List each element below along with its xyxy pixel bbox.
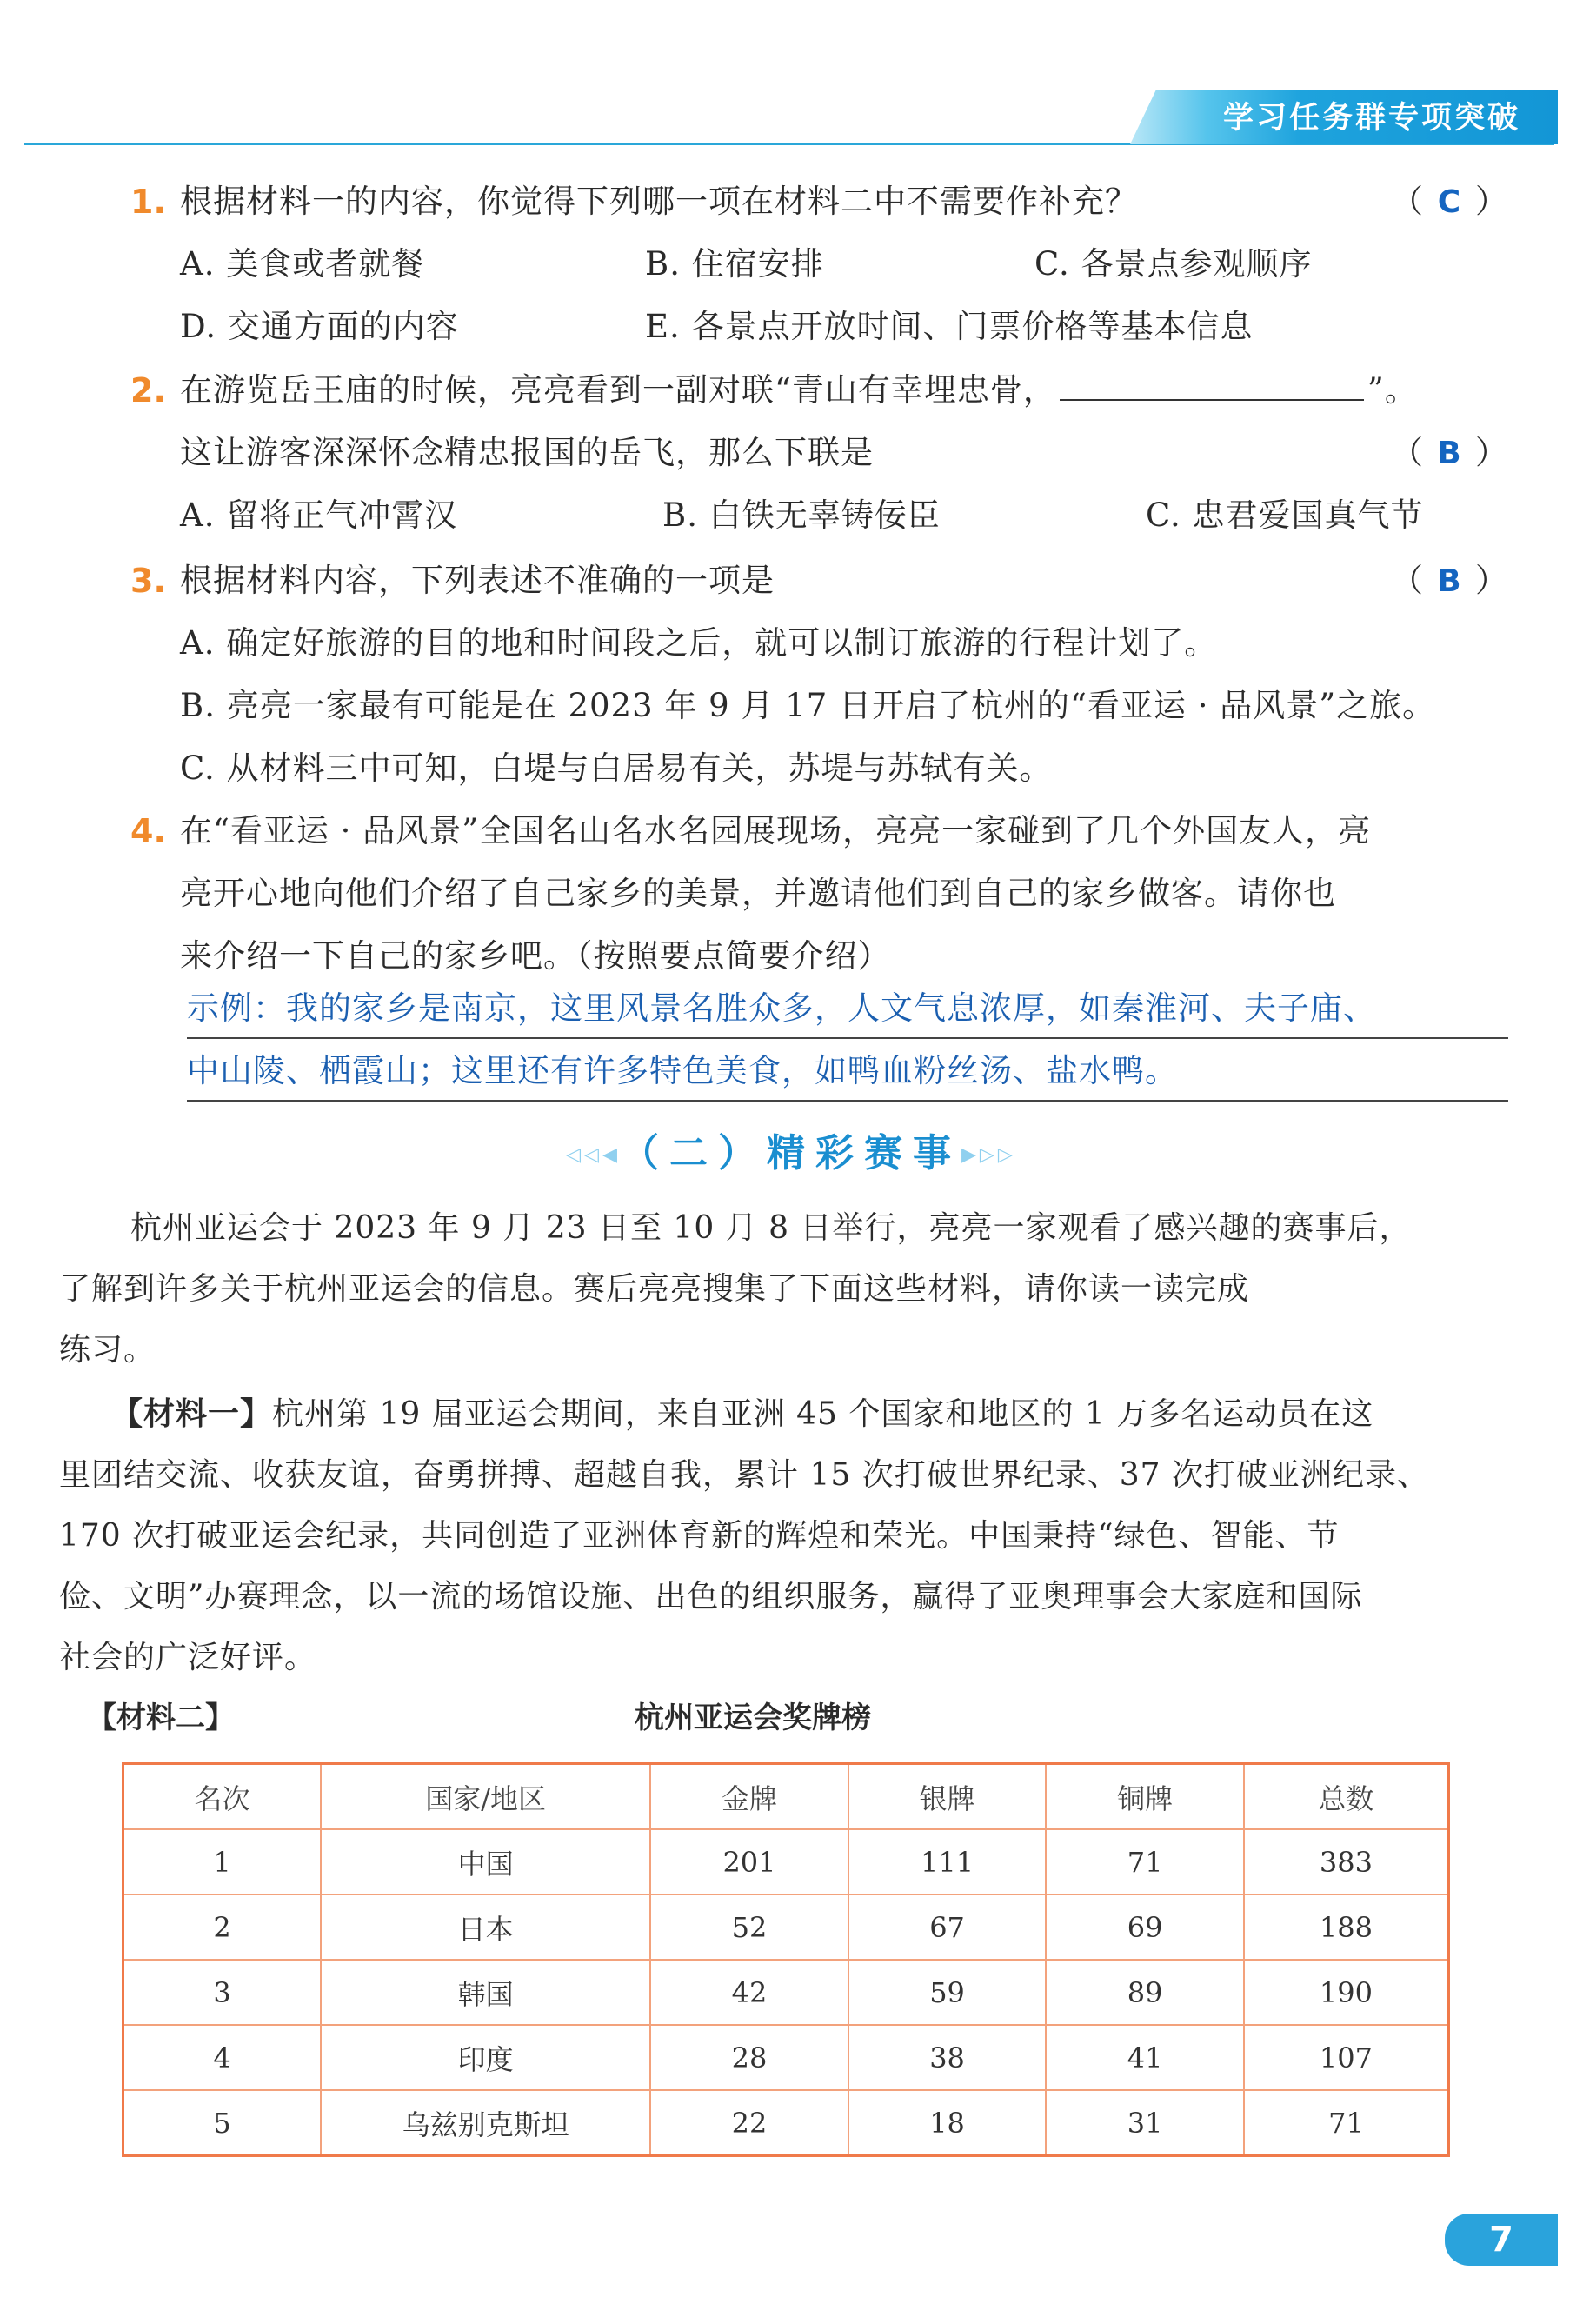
q2-option-b: B. 白铁无辜铸佞臣	[662, 496, 941, 534]
medal-table	[122, 1762, 1450, 2157]
q2-answer-paren: （ B ）	[1391, 429, 1507, 478]
intro-paragraph	[59, 1198, 1520, 1381]
cell-country: 日本	[321, 1894, 650, 1960]
q1-option-e: E. 各景点开放时间、门票价格等基本信息	[645, 308, 1254, 345]
cell-bronze: 31	[1046, 2090, 1244, 2156]
table-row	[123, 2025, 1449, 2090]
q3-option-b: B. 亮亮一家最有可能是在 2023 年 9 月 17 日开启了杭州的“看亚运 · 品风景”之旅。	[180, 687, 1436, 724]
material1-line-5: 社会的广泛好评。	[59, 1640, 317, 1675]
cell-total: 188	[1244, 1894, 1449, 1960]
q1-number: 1.	[130, 183, 166, 221]
q3-number: 3.	[130, 562, 166, 600]
q2-option-a: A. 留将正气冲霄汉	[180, 496, 458, 534]
cell-rank: 4	[123, 2025, 322, 2090]
table-row	[123, 1894, 1449, 1960]
table-row	[123, 1829, 1449, 1894]
cell-rank: 1	[123, 1829, 322, 1894]
cell-country: 中国	[321, 1829, 650, 1894]
cell-silver: 111	[848, 1829, 1047, 1894]
q4-line-1: 在“看亚运 · 品风景”全国名山名水名园展现场，亮亮一家碰到了几个外国友人，亮	[180, 812, 1372, 849]
header-title: 学习任务群专项突破	[1222, 101, 1520, 136]
cell-country: 韩国	[321, 1960, 650, 2025]
medal-table-title: 杭州亚运会奖牌榜	[635, 1701, 871, 1735]
material1	[59, 1384, 1520, 1688]
q3-option-a: A. 确定好旅游的目的地和时间段之后，就可以制订旅游的行程计划了。	[180, 624, 1218, 662]
answer-rule-1	[187, 1037, 1508, 1039]
q4-answer-line-1: 示例：我的家乡是南京，这里风景名胜众多，人文气息浓厚，如秦淮河、夫子庙、	[187, 989, 1376, 1027]
material1-line-1: 杭州第 19 届亚运会期间，来自亚洲 45 个国家和地区的 1 万多名运动员在这	[272, 1396, 1374, 1432]
cell-silver: 59	[848, 1960, 1047, 2025]
intro-line-2: 了解到许多关于杭州亚运会的信息。赛后亮亮搜集了下面这些材料，请你读一读完成	[59, 1271, 1250, 1307]
cell-rank: 3	[123, 1960, 322, 2025]
q4-line-3: 来介绍一下自己的家乡吧。（按照要点简要介绍）	[180, 937, 891, 975]
page-number: 7	[1489, 2220, 1513, 2260]
cell-total: 71	[1244, 2090, 1449, 2156]
q4-line-2: 亮开心地向他们介绍了自己家乡的美景，并邀请他们到自己的家乡做客。请你也	[180, 875, 1336, 912]
q1-answer: C	[1437, 184, 1461, 220]
q4-answer-line-2: 中山陵、栖霞山；这里还有许多特色美食，如鸭血粉丝汤、盐水鸭。	[187, 1052, 1178, 1089]
q1-answer-paren: （ C ）	[1391, 177, 1507, 227]
q2-blank	[1060, 368, 1364, 401]
q2-stem: 在游览岳王庙的时候，亮亮看到一副对联“青山有幸埋忠骨， ”。	[180, 366, 1418, 415]
cell-total: 190	[1244, 1960, 1449, 2025]
q2-stem-line2: 这让游客深深怀念精忠报国的岳飞，那么下联是	[180, 434, 874, 471]
cell-bronze: 41	[1046, 2025, 1244, 2090]
cell-gold: 28	[650, 2025, 848, 2090]
table-header-row	[123, 1764, 1449, 1830]
arrows-right-icon: ▶▷▷	[961, 1144, 1016, 1166]
table-row	[123, 2090, 1449, 2156]
q3-option-c: C. 从材料三中可知，白堤与白居易有关，苏堤与苏轼有关。	[180, 749, 1053, 787]
cell-country: 乌兹别克斯坦	[321, 2090, 650, 2156]
arrows-left-icon: ◁◁◀	[566, 1144, 621, 1166]
header-total: 总数	[1244, 1764, 1449, 1830]
cell-bronze: 71	[1046, 1829, 1244, 1894]
cell-bronze: 89	[1046, 1960, 1244, 2025]
section-heading	[522, 1123, 1061, 1184]
cell-gold: 201	[650, 1829, 848, 1894]
material1-line-3: 170 次打破亚运会纪录，共同创造了亚洲体育新的辉煌和荣光。中国秉持“绿色、智能、节	[59, 1518, 1340, 1554]
material1-label: 【材料一】	[111, 1396, 273, 1432]
q1-option-a: A. 美食或者就餐	[180, 245, 425, 283]
header-gold: 金牌	[650, 1764, 848, 1830]
cell-gold: 22	[650, 2090, 848, 2156]
q1-option-c: C. 各景点参观顺序	[1034, 245, 1313, 283]
q2-number: 2.	[130, 371, 166, 410]
answer-rule-2	[187, 1100, 1508, 1102]
q1-option-b: B. 住宿安排	[645, 245, 824, 283]
material1-line-2: 里团结交流、收获友谊，奋勇拼搏、超越自我，累计 15 次打破世界纪录、37 次打破亚洲纪录、	[59, 1457, 1429, 1493]
table-row	[123, 1960, 1449, 2025]
cell-country: 印度	[321, 2025, 650, 2090]
cell-total: 383	[1244, 1829, 1449, 1894]
cell-gold: 42	[650, 1960, 848, 2025]
q3-answer: B	[1437, 563, 1461, 599]
intro-line-1: 杭州亚运会于 2023 年 9 月 23 日至 10 月 8 日举行，亮亮一家观看了感兴趣的赛事后，	[130, 1210, 1412, 1246]
header-rank: 名次	[123, 1764, 322, 1830]
cell-rank: 2	[123, 1894, 322, 1960]
q2-option-c: C. 忠君爱国真气节	[1146, 496, 1424, 534]
section-title: （二）精彩赛事	[621, 1131, 961, 1175]
header-country: 国家/地区	[321, 1764, 650, 1830]
cell-gold: 52	[650, 1894, 848, 1960]
q1-stem: 根据材料一的内容，你觉得下列哪一项在材料二中不需要作补充？	[180, 183, 1138, 220]
header-bronze: 铜牌	[1046, 1764, 1244, 1830]
material1-line-4: 俭、文明”办赛理念，以一流的场馆设施、出色的组织服务，赢得了亚奥理事会大家庭和国际	[59, 1579, 1363, 1615]
header-silver: 银牌	[848, 1764, 1047, 1830]
cell-silver: 67	[848, 1894, 1047, 1960]
cell-rank: 5	[123, 2090, 322, 2156]
cell-bronze: 69	[1046, 1894, 1244, 1960]
q3-stem: 根据材料内容，下列表述不准确的一项是	[180, 562, 775, 599]
material2-label: 【材料二】	[87, 1701, 235, 1735]
q1-option-d: D. 交通方面的内容	[180, 308, 459, 345]
q3-answer-paren: （ B ）	[1391, 556, 1507, 606]
cell-silver: 18	[848, 2090, 1047, 2156]
cell-total: 107	[1244, 2025, 1449, 2090]
q2-answer: B	[1437, 436, 1461, 471]
cell-silver: 38	[848, 2025, 1047, 2090]
q4-number: 4.	[130, 812, 166, 850]
intro-line-3: 练习。	[59, 1332, 156, 1368]
